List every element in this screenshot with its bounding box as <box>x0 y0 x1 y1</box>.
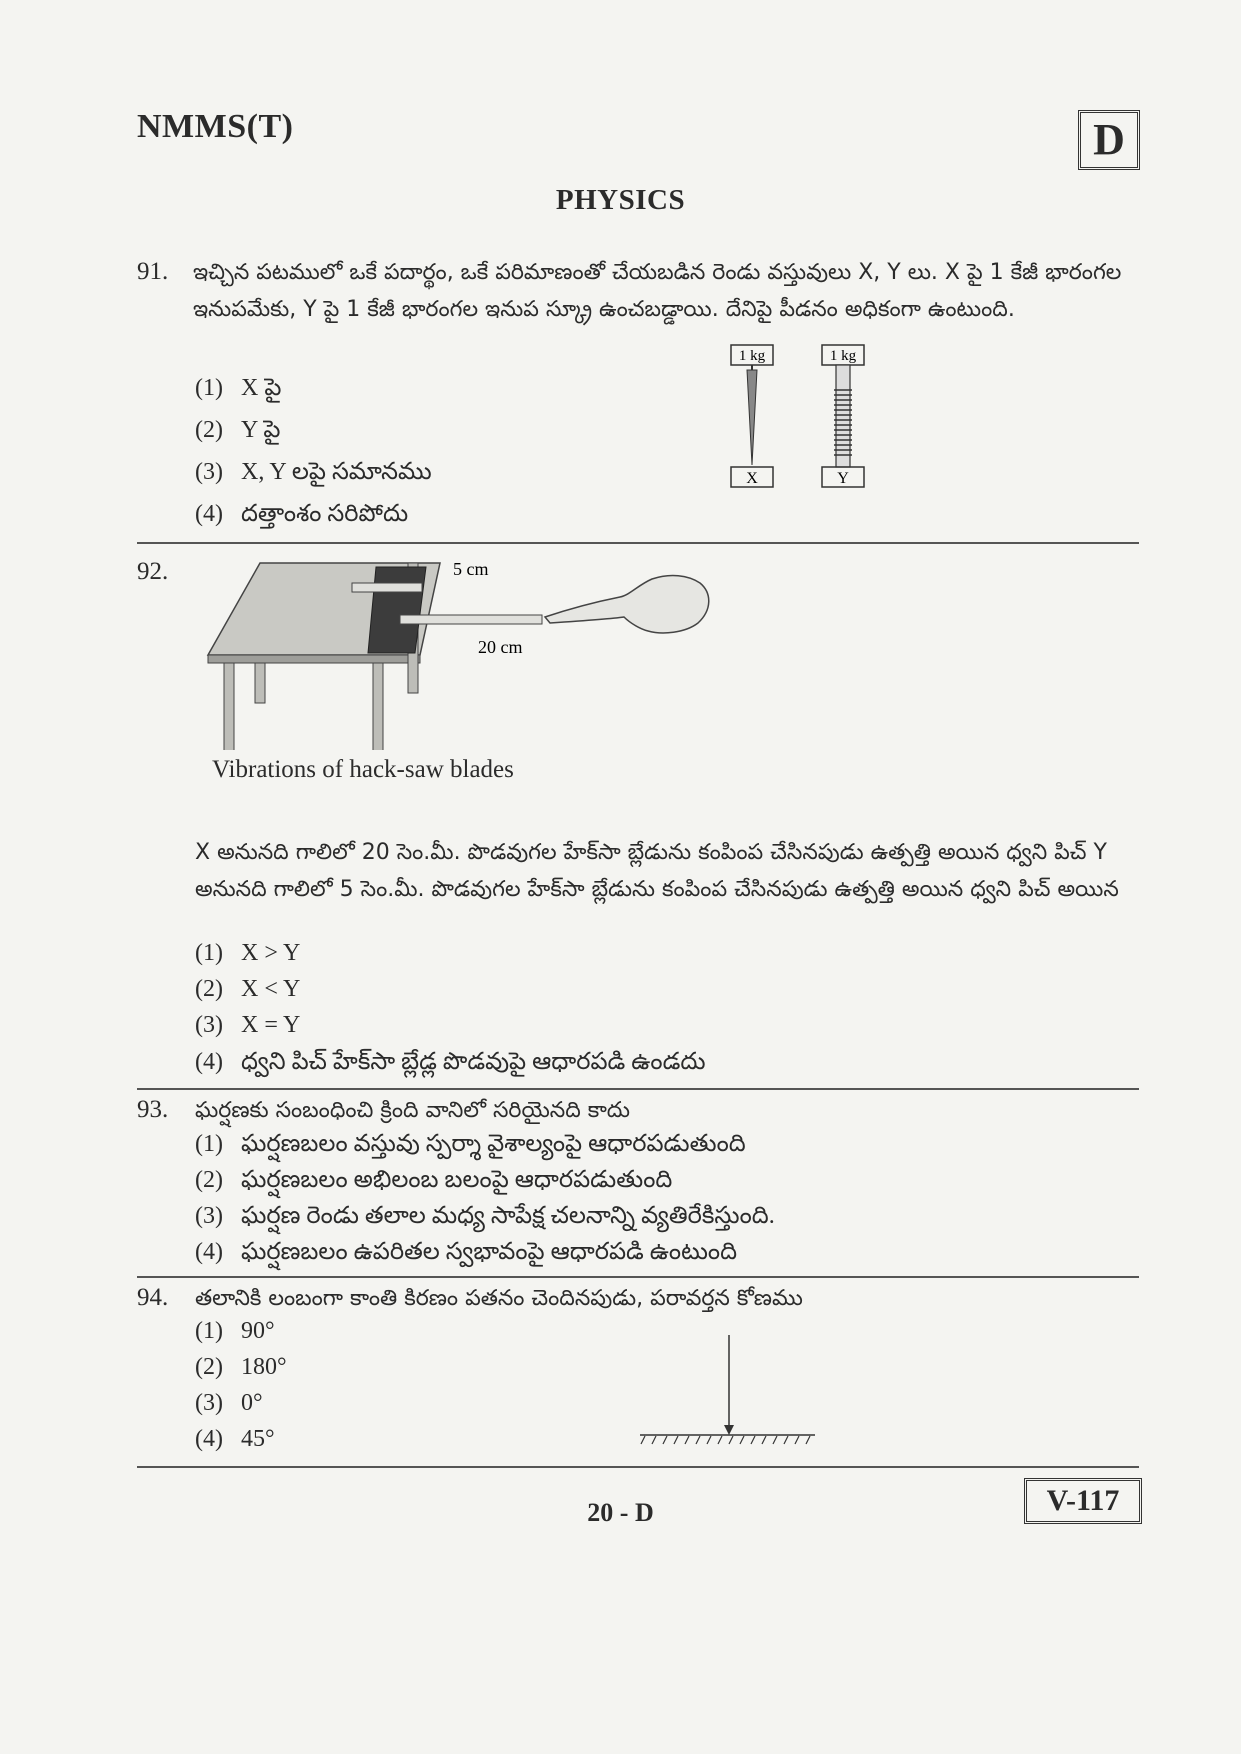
option-number: (2) <box>195 417 223 443</box>
option-number: (4) <box>195 1239 223 1265</box>
arrow-head-icon <box>724 1425 734 1435</box>
option-number: (3) <box>195 459 223 485</box>
table-leg <box>224 663 234 750</box>
options-list <box>195 1318 287 1462</box>
object-label-y: Y <box>837 470 849 487</box>
option <box>195 1238 775 1274</box>
table-leg <box>373 663 383 750</box>
option-text: Y పై <box>240 417 281 443</box>
subject-title: PHYSICS <box>555 184 686 216</box>
option-text: ఘర్షణబలం అభిలంబ బలంపై ఆధారపడుతుంది <box>240 1167 673 1193</box>
option <box>195 374 432 416</box>
option-text: ఘర్షణబలం వస్తువు స్పర్శా వైశాల్యంపై ఆధారపడుతుంది <box>240 1131 746 1157</box>
weight-label-y: 1 kg <box>829 348 857 364</box>
option <box>195 1202 775 1238</box>
option-number: (1) <box>195 940 223 966</box>
option-text: దత్తాంశం సరిపోదు <box>240 501 409 527</box>
set-code-box: D <box>1078 110 1140 170</box>
option <box>195 458 432 500</box>
option-number: (1) <box>195 1318 223 1344</box>
hand-icon <box>545 576 709 633</box>
options-list <box>195 940 706 1084</box>
page-number: 20 - D <box>587 1498 654 1527</box>
option-text: ధ్వని పిచ్ హేక్‌సా బ్లేడ్ల పొడవుపై ఆధారపడి ఉండదు <box>240 1049 706 1075</box>
option <box>195 416 432 458</box>
option-number: (1) <box>195 1131 223 1157</box>
short-blade-label: 5 cm <box>453 559 489 579</box>
option <box>195 1130 775 1166</box>
option-text: ఘర్షణ రెండు తలాల మధ్య సాపేక్ష చలనాన్ని వ్యతిరేకిస్తుంది. <box>240 1203 775 1229</box>
option-text: 90° <box>240 1318 275 1344</box>
option-text: 45° <box>240 1426 275 1452</box>
question-text: తలానికి లంబంగా కాంతి కిరణం పతనం చెందినపుడు, పరావర్తన కోణము <box>195 1286 803 1311</box>
option-number: (2) <box>195 976 223 1002</box>
divider <box>137 1276 1139 1278</box>
question-text: X అనునది గాలిలో 20 సెం.మీ. పొడవుగల హేక్‌సా బ్లేడును కంపింప చేసినపుడు ఉత్పత్తి అయిన ధ్వని పిచ్ Y అనునది గాలిలో 5 సెం.మీ. పొడవుగల హేక్‌సా బ్లేడును కంపింప చేసినపుడు ఉత్పత్తి అయిన ధ్వని పిచ్ అయిన <box>195 840 1119 902</box>
divider <box>137 542 1139 544</box>
hacksaw-figure <box>200 555 720 750</box>
option-number: (3) <box>195 1012 223 1038</box>
nail-shape <box>747 370 757 465</box>
option <box>195 1048 706 1084</box>
option-number: (3) <box>195 1390 223 1416</box>
option-text: X పై <box>240 375 282 401</box>
weight-label-x: 1 kg <box>738 348 766 364</box>
option-text: ఘర్షణబలం ఉపరితల స్వభావంపై ఆధారపడి ఉంటుంది <box>240 1239 738 1265</box>
option-text: 0° <box>240 1390 263 1416</box>
reflection-figure <box>635 1330 820 1445</box>
option-text: X < Y <box>240 976 301 1002</box>
option-text: X = Y <box>240 1012 301 1038</box>
mirror-hatching <box>641 1436 810 1444</box>
option-text: X > Y <box>240 940 301 966</box>
divider <box>137 1088 1139 1090</box>
option-text: 180° <box>240 1354 287 1380</box>
option-number: (4) <box>195 501 223 527</box>
screw-shape <box>836 365 850 467</box>
object-label-x: X <box>746 470 758 487</box>
option-number: (4) <box>195 1426 223 1452</box>
option <box>195 1012 706 1048</box>
exam-code: NMMS(T) <box>137 108 294 145</box>
option <box>195 500 432 542</box>
option <box>195 1318 287 1354</box>
question-text: ఇచ్చిన పటములో ఒకే పదార్థం, ఒకే పరిమాణంతో చేయబడిన రెండు వస్తువులు X, Y లు. X పై 1 కేజీ భారంగల ఇనుపమేకు, Y పై 1 కేజీ భారంగల ఇనుప స్క్రూ ఉంచబడ్డాయి. దేనిపై పీడనం అధికంగా ఉంటుంది. <box>193 260 1122 322</box>
option-text: X, Y లపై సమానము <box>240 459 432 485</box>
question-number: 91. <box>137 258 169 285</box>
option <box>195 1166 775 1202</box>
nail-screw-figure <box>720 340 890 495</box>
long-blade <box>400 615 542 624</box>
option <box>195 940 706 976</box>
option-number: (2) <box>195 1354 223 1380</box>
divider <box>137 1466 1139 1468</box>
short-blade <box>352 583 422 592</box>
figure-caption: Vibrations of hack-saw blades <box>212 756 514 783</box>
question-number: 92. <box>137 558 169 585</box>
option-number: (2) <box>195 1167 223 1193</box>
option-number: (4) <box>195 1049 223 1075</box>
options-list <box>195 374 432 542</box>
option <box>195 1426 287 1462</box>
question-number: 93. <box>137 1096 169 1123</box>
booklet-code-box: V-117 <box>1024 1478 1142 1524</box>
option-number: (3) <box>195 1203 223 1229</box>
option <box>195 1390 287 1426</box>
table-leg <box>255 663 265 703</box>
long-blade-label: 20 cm <box>478 637 523 657</box>
question-text: ఘర్షణకు సంబంధించి క్రింది వానిలో సరియైనది కాదు <box>195 1098 630 1123</box>
options-list <box>195 1130 775 1274</box>
option <box>195 1354 287 1390</box>
option <box>195 976 706 1012</box>
option-number: (1) <box>195 375 223 401</box>
question-number: 94. <box>137 1284 169 1311</box>
